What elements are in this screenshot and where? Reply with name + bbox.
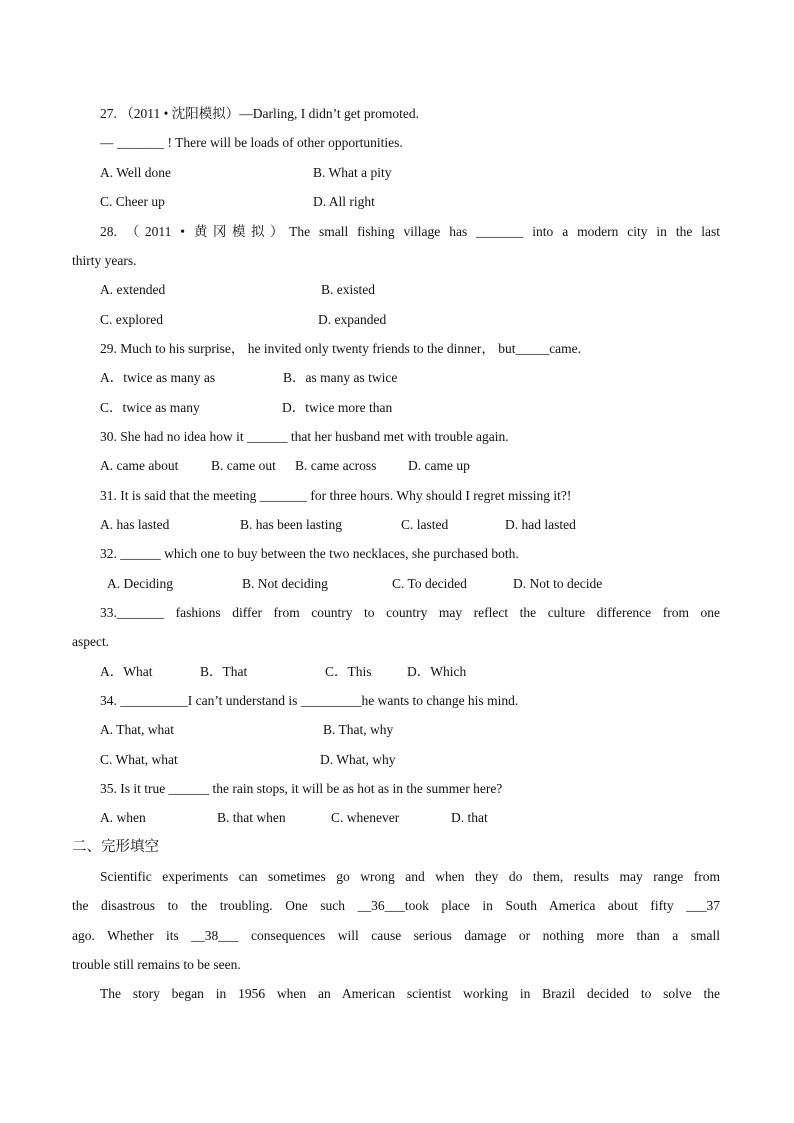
q29-option-b: B．as many as twice [283,370,398,385]
passage-line: Scientific experiments can sometimes go wrong and when they do them, results may range from [100,869,720,884]
q33-option-a: A．What [100,664,153,679]
q32-option-a: A. Deciding [107,576,173,591]
q35-option-c: C. whenever [331,810,400,825]
q34-option-a: A. That, what [100,722,174,737]
q33-stem-line2: aspect. [72,634,110,649]
q29-option-d: D．twice more than [282,400,393,415]
q34-option-b: B. That, why [323,722,394,737]
q34-option-c: C. What, what [100,752,178,767]
q28-stem-line2: thirty years. [72,253,137,268]
q33-option-d: D．Which [407,664,467,679]
q35-option-b: B. that when [217,810,286,825]
q34-stem: 34. __________I can’t understand is _________he wants to change his mind. [100,693,519,708]
q29-option-a: A．twice as many as [100,370,216,385]
q32-option-d: D. Not to decide [513,576,603,591]
passage-line: trouble still remains to be seen. [72,957,241,972]
q30-option-a: A. came about [100,458,179,473]
q30-option-c: B. came across [295,458,377,473]
q33-option-c: C．This [325,664,372,679]
q27-stem: 27. （2011 • 沈阳模拟）—Darling, I didn’t get promoted. [100,106,419,121]
q35-option-a: A. when [100,810,146,825]
passage-line: the disastrous to the troubling. One such __36___took place in South America about fifty ___37 [72,898,720,913]
q31-stem: 31. It is said that the meeting _______ for three hours. Why should I regret missing it?! [100,488,572,503]
q32-option-c: C. To decided [392,576,467,591]
q35-stem: 35. Is it true ______ the rain stops, it will be as hot as in the summer here? [100,781,503,796]
q27-option-d: D. All right [313,194,375,209]
q35-option-d: D. that [451,810,488,825]
q33-stem: 33._______ fashions differ from country to country may reflect the culture difference from one [100,605,720,620]
q34-option-d: D. What, why [320,752,396,767]
q33-option-b: B．That [200,664,248,679]
q28-option-c: C. explored [100,312,163,327]
passage-line: The story began in 1956 when an American scientist working in Brazil decided to solve the [100,986,720,1001]
q32-stem: 32. ______ which one to buy between the two necklaces, she purchased both. [100,546,519,561]
q31-option-c: C. lasted [401,517,449,532]
q32-option-b: B. Not deciding [242,576,328,591]
q30-option-d: D. came up [408,458,470,473]
q27-stem-line2: — _______ ! There will be loads of other opportunities. [100,135,403,150]
passage-line: ago. Whether its __38___ consequences will cause serious damage or nothing more than a small [72,928,720,943]
section-heading: 二、完形填空 [72,839,159,855]
q31-option-d: D. had lasted [505,517,576,532]
q27-option-b: B. What a pity [313,165,392,180]
q27-option-c: C. Cheer up [100,194,165,209]
q29-stem: 29. Much to his surprise， he invited only twenty friends to the dinner， but_____came. [100,341,582,356]
q30-stem: 30. She had no idea how it ______ that her husband met with trouble again. [100,429,509,444]
q28-stem: 28. （2011 • 黄冈模拟）The small fishing village has _______ into a modern city in the last [100,224,720,239]
q28-option-a: A. extended [100,282,166,297]
q28-option-b: B. existed [321,282,375,297]
q27-option-a: A. Well done [100,165,172,180]
q29-option-c: C．twice as many [100,400,200,415]
q31-option-a: A. has lasted [100,517,170,532]
q30-option-b: B. came out [211,458,276,473]
q31-option-b: B. has been lasting [240,517,342,532]
q28-option-d: D. expanded [318,312,387,327]
